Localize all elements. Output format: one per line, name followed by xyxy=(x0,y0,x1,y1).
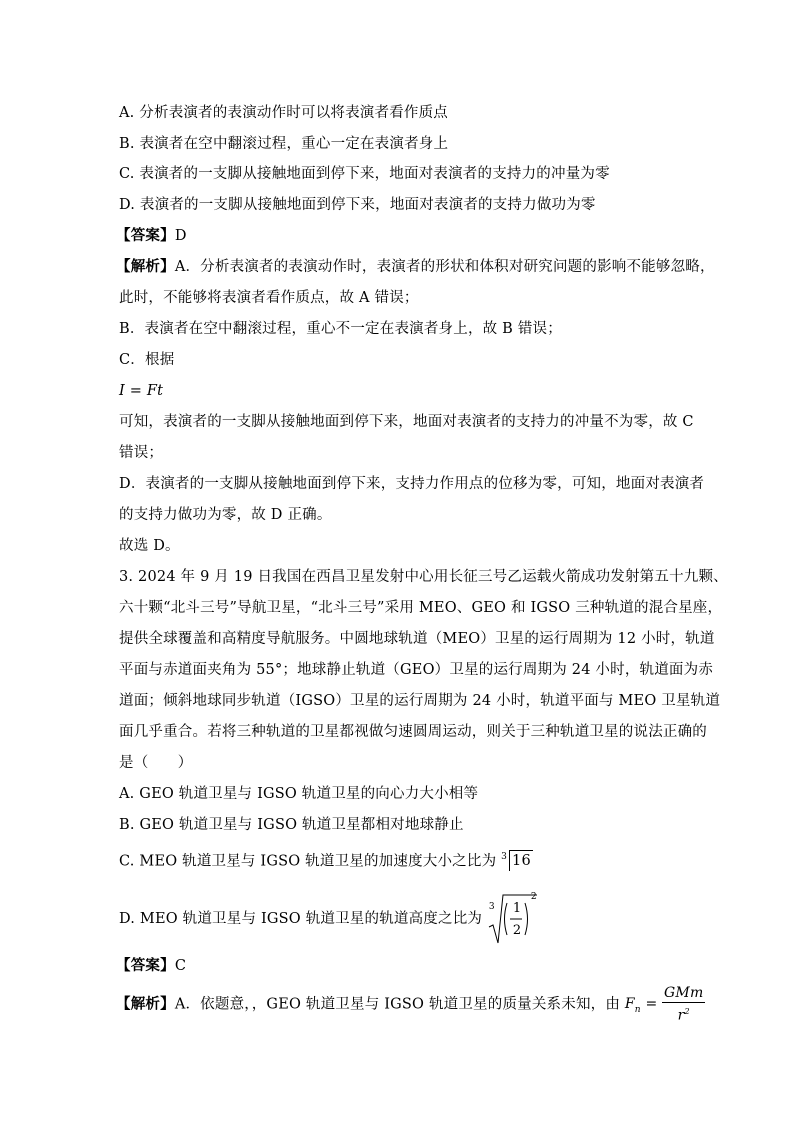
q3-stem-line-3: 提供全球覆盖和高精度导航服务。中圆地球轨道（MEO）卫星的运行周期为 12 小时，轨道 xyxy=(119,631,715,647)
q3-stem-line-7: 是（ ） xyxy=(119,755,193,771)
q2-analysis-line-1 xyxy=(116,257,715,277)
answer-value: D xyxy=(174,228,187,244)
answer-value: C xyxy=(174,958,187,974)
q3-option-a: A. GEO 轨道卫星与 IGSO 轨道卫星的向心力大小相等 xyxy=(119,786,479,802)
analysis-text: A．分析表演者的表演动作时，表演者的形状和体积对研究问题的影响不能够忽略， xyxy=(174,259,715,275)
q2-analysis-line-4: C．根据 xyxy=(119,352,175,368)
analysis-text: A．依题意，，GEO 轨道卫星与 IGSO 轨道卫星的质量关系未知，由 xyxy=(174,996,621,1013)
option-c-text: C. MEO 轨道卫星与 IGSO 轨道卫星的加速度大小之比为 xyxy=(119,853,497,870)
q2-analysis-line-2: 此时，不能够将表演者看作质点，故 A 错误； xyxy=(119,290,419,306)
formula-lhs: F xyxy=(624,996,635,1013)
q2-option-b: B. 表演者在空中翻滚过程，重心一定在表演者身上 xyxy=(119,136,449,152)
q3-stem-line-4: 平面与赤道面夹角为 55°；地球静止轨道（GEO）卫星的运行周期为 24 小时，轨道面为赤 xyxy=(119,662,714,678)
q3-option-b: B. GEO 轨道卫星与 IGSO 轨道卫星都相对地球静止 xyxy=(119,817,464,833)
cube-root-half-squared xyxy=(487,893,539,945)
radicand: 16 xyxy=(509,850,533,871)
answer-tag: 【答案】 xyxy=(116,957,175,974)
q2-option-d: D. 表演者的一支脚从接触地面到停下来，地面对表演者的支持力做功为零 xyxy=(119,197,596,213)
q3-analysis-line-1 xyxy=(116,984,705,1024)
q3-stem-line-1: 3. 2024 年 9 月 19 日我国在西昌卫星发射中心用长征三号乙运载火箭成功发射第五十九颗、 xyxy=(119,569,728,585)
q2-analysis-line-6: 可知，表演者的一支脚从接触地面到停下来，地面对表演者的支持力的冲量不为零，故 C xyxy=(119,414,694,430)
q2-answer-line xyxy=(116,226,187,246)
formula-fraction xyxy=(662,984,705,1025)
q2-option-a: A. 分析表演者的表演动作时可以将表演者看作质点 xyxy=(119,105,448,121)
fraction-numerator: GMm xyxy=(664,985,704,1001)
formula-subscript: n xyxy=(634,1005,641,1016)
analysis-tag: 【解析】 xyxy=(116,995,175,1013)
option-d-text: D. MEO 轨道卫星与 IGSO 轨道卫星的轨道高度之比为 xyxy=(119,911,483,927)
fraction-denominator: 2 xyxy=(512,923,522,938)
fraction-numerator: 1 xyxy=(512,901,522,916)
exponent: 2 xyxy=(530,892,537,902)
q2-analysis-line-3: B．表演者在空中翻滚过程，重心不一定在表演者身上，故 B 错误； xyxy=(119,321,562,337)
formula-equals: = xyxy=(645,996,658,1013)
denominator-base: r xyxy=(677,1007,685,1024)
q3-answer-line xyxy=(116,956,186,976)
radical-index: 3 xyxy=(488,902,495,912)
q2-analysis-line-7: 错误； xyxy=(119,445,164,461)
q3-option-d xyxy=(119,893,539,945)
q2-formula-impulse: I = Ft xyxy=(119,383,164,399)
q3-stem-line-6: 面几乎重合。若将三种轨道的卫星都视做匀速圆周运动，则关于三种轨道卫星的说法正确的 xyxy=(119,724,707,740)
fraction-denominator xyxy=(662,1003,705,1025)
q2-analysis-line-8: D．表演者的一支脚从接触地面到停下来，支持力作用点的位移为零，可知，地面对表演者 xyxy=(119,476,705,492)
q3-stem-line-2: 六十颗“北斗三号”导航卫星，“北斗三号”采用 MEO、GEO 和 IGSO 三种轨道的混合星座， xyxy=(119,600,723,616)
cube-root-16 xyxy=(501,850,533,873)
analysis-tag: 【解析】 xyxy=(116,258,175,275)
denominator-power: 2 xyxy=(684,1007,690,1016)
q3-stem-line-5: 道面；倾斜地球同步轨道（IGSO）卫星的运行周期为 24 小时，轨道平面与 MEO 卫星轨道 xyxy=(119,693,721,709)
q2-analysis-line-9: 的支持力做功为零，故 D 正确。 xyxy=(119,507,332,523)
formula-force xyxy=(624,985,706,1024)
q3-option-c xyxy=(119,850,533,873)
q2-option-c: C. 表演者的一支脚从接触地面到停下来，地面对表演者的支持力的冲量为零 xyxy=(119,166,610,182)
answer-tag: 【答案】 xyxy=(116,227,175,244)
radical-index: 3 xyxy=(501,852,508,862)
q2-analysis-line-10: 故选 D。 xyxy=(119,538,180,554)
